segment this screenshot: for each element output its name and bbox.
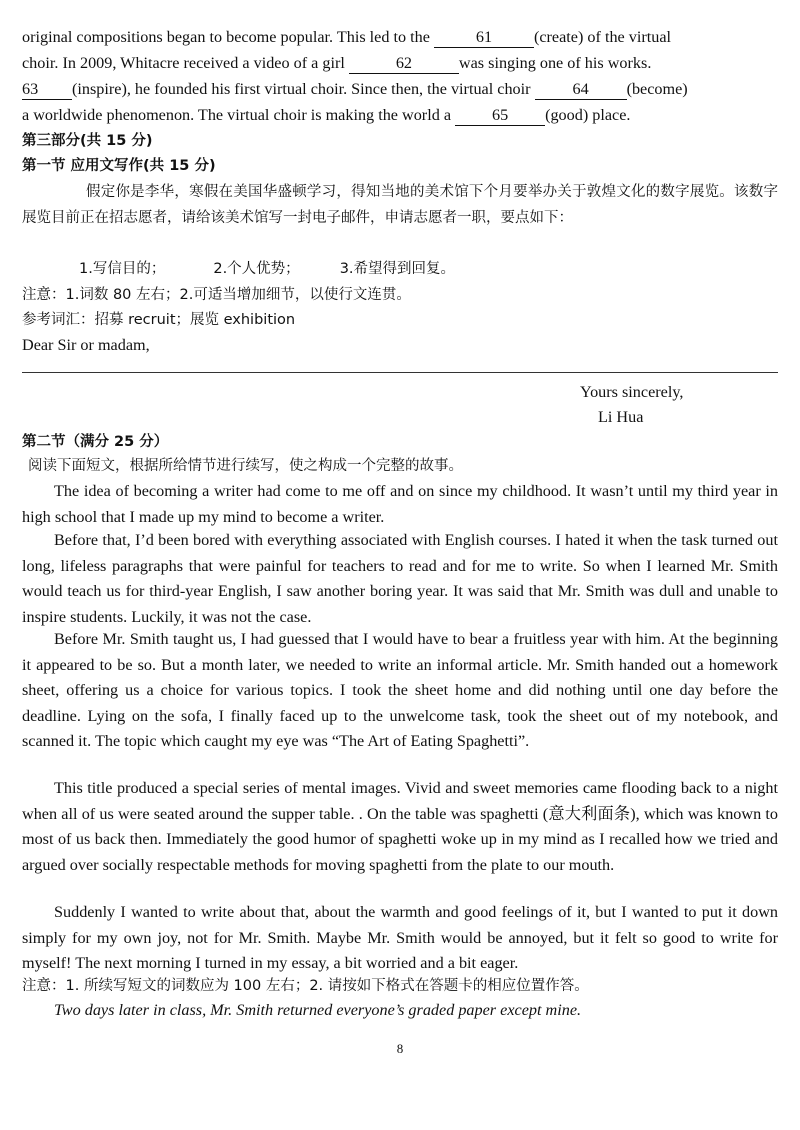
story-paragraph-5: Suddenly I wanted to write about that, about the warmth and good feelings of it, but I wanted to put it down simply for my own joy, not for Mr. Smith. Maybe Mr. Smith would be annoyed, but it felt so good to write for myself! The next morning I turned in my essay, a bit worried and a bit eager. (22, 903, 778, 972)
story-paragraph-3: Before Mr. Smith taught us, I had guessed that I would have to bear a fruitless year with him. At the beginning it appeared to be so. But a month later, we needed to write an informal article. Mr. Smith handed out a homework sheet, offering us a choice for various topics. I took the sheet home and did nothing until one day before the deadline. Lying on the sofa, I finally faced up to the unwelcome task, took the sheet out of my notebook, and scanned it. The topic which caught my eye was “The Art of Eating Spaghetti”. (22, 630, 778, 750)
point-3: 3.希望得到回复。 (339, 261, 456, 277)
section1-heading: 第一节 应用文写作(共 15 分) (22, 158, 216, 174)
cloze-text: choir. In 2009, Whitacre received a video of a girl (22, 54, 345, 72)
story-paragraph-2: Before that, I’d been bored with everything associated with English courses. I hated it when the task turned out long, lifeless paragraphs that were painful for teachers to read and for me to write. So when I learned Mr. Smith would teach us for third-year English, I saw another boring year. It was said that Mr. Smith was dull and unable to inspire students. Luckily, it was not the case. (22, 531, 778, 626)
cloze-text: (become) (626, 80, 688, 98)
cloze-line (22, 25, 778, 51)
section2-instruction: 阅读下面短文，根据所给情节进行续写，使之构成一个完整的故事。 (28, 458, 463, 474)
blank-63: 63 (22, 80, 72, 100)
cloze-text: a worldwide phenomenon. The virtual choir is making the world a (22, 106, 452, 124)
answer-line (22, 372, 778, 373)
cloze-text: (create) of the virtual (533, 28, 672, 46)
letter-closing: Yours sincerely, (580, 383, 684, 401)
story-paragraph-4: This title produced a special series of mental images. Vivid and sweet memories came flooding back to a night when all of us were seated around the supper table. . On the table was spaghetti (意大利面条), which was known to most of us back then. Immediately the good humor of spaghetti woke up in my mind as I recalled how we tried and argued over socially respectable methods for moving spaghetti from the plate to our mouth. (22, 779, 778, 874)
point-2: 2.个人优势； (213, 261, 300, 277)
writing-prompt: 假定你是李华，寒假在美国华盛顿学习，得知当地的美术馆下个月要举办关于敦煌文化的数字展览。该数字展览目前正在招志愿者，请给该美术馆写一封电子邮件，申请志愿者一职，要点如下： (22, 184, 778, 226)
writing-note: 注意：1.词数 80 左右；2.可适当增加细节，以使行文连贯。 (22, 287, 411, 303)
continuation-note: 注意：1. 所续写短文的词数应为 100 左右；2. 请按如下格式在答题卡的相应位置作答。 (22, 978, 589, 994)
writing-vocab: 参考词汇：招募 recruit；展览 exhibition (22, 312, 296, 328)
page-number: 8 (396, 1041, 404, 1056)
blank-65: 65 (455, 106, 545, 126)
letter-signature: Li Hua (598, 408, 644, 426)
cloze-text: original compositions began to become popular. This led to the (22, 28, 430, 46)
cloze-text: (inspire), he founded his first virtual choir. Since then, the virtual choir (72, 80, 531, 98)
section2-heading: 第二节（满分 25 分） (22, 434, 169, 450)
cloze-line (22, 77, 778, 103)
blank-62: 62 (349, 54, 459, 74)
blank-61: 61 (434, 28, 534, 48)
cloze-text: was singing one of his works. (458, 54, 652, 72)
point-1: 1.写信目的； (79, 261, 166, 277)
cloze-text: (good) place. (545, 106, 631, 124)
cloze-line (22, 103, 778, 129)
part3-heading: 第三部分(共 15 分) (22, 133, 153, 149)
blank-64: 64 (535, 80, 627, 100)
continuation-starter: Two days later in class, Mr. Smith returned everyone’s graded paper except mine. (54, 1001, 582, 1019)
cloze-line (22, 51, 778, 77)
letter-salutation: Dear Sir or madam, (22, 336, 150, 354)
story-paragraph-1: The idea of becoming a writer had come to me off and on since my childhood. It wasn’t until my third year in high school that I made up my mind to become a writer. (22, 482, 778, 526)
writing-points (22, 257, 778, 283)
